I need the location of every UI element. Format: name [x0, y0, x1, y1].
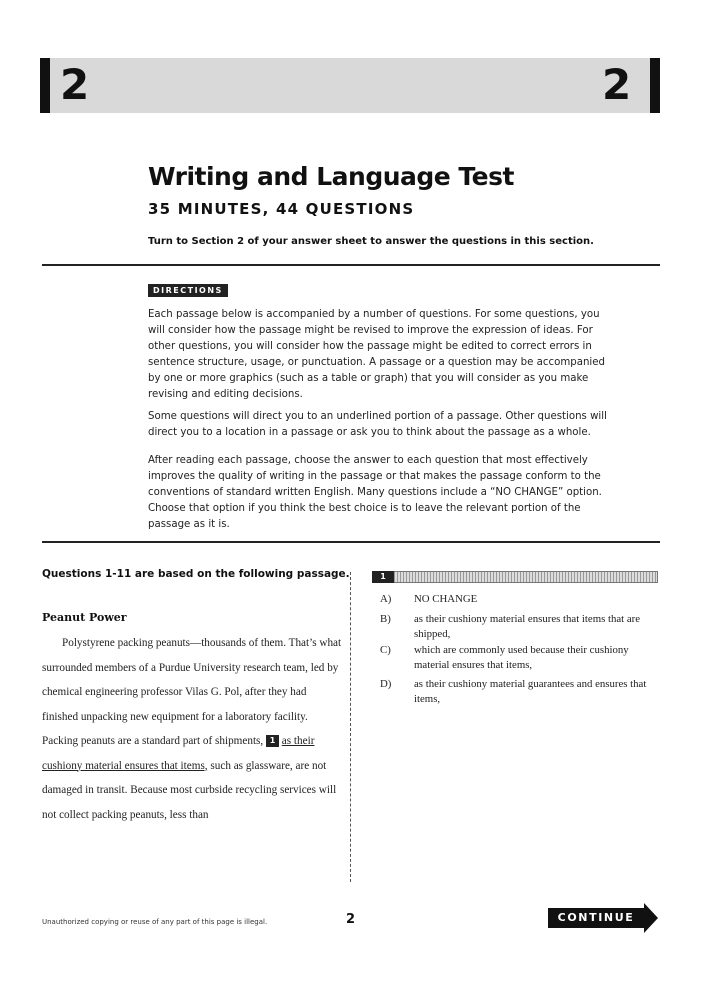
underlined-portion[interactable]: as their cushiony material ensures that items,: [42, 735, 315, 772]
header-bar-left: [40, 58, 50, 113]
question-marker[interactable]: 1: [266, 735, 279, 747]
header-bar-right: [650, 58, 660, 113]
directions-paragraph-1: Each passage below is accompanied by a number of questions. For some questions, you will consider how the passage might be revised to improve the expression of ideas. For other questions, you will consider how the passage might be edited to correct errors in sentence structure, usage, or punctuation. A passage or a question may be accompanied by one or more graphics (such as a table or graph) that you will consider as you make revising and editing decisions.: [148, 309, 605, 400]
answer-choice-c[interactable]: [380, 643, 662, 673]
divider-bottom: [42, 541, 660, 543]
answer-text: which are commonly used because their cushiony material ensures that items,: [414, 644, 629, 671]
directions-label: DIRECTIONS: [148, 284, 228, 297]
answer-letter: C): [380, 644, 391, 656]
divider-top: [42, 264, 660, 266]
answer-choice-a[interactable]: [380, 592, 662, 607]
answer-letter: D): [380, 678, 392, 690]
turn-to-instruction: Turn to Section 2 of your answer sheet to answer the questions in this section.: [148, 236, 594, 247]
answer-letter: A): [380, 593, 392, 605]
answer-text: as their cushiony material guarantees and ensures that items,: [414, 678, 647, 705]
questions-intro: Questions 1-11 are based on the following passage.: [42, 568, 350, 580]
answer-choice-b[interactable]: [380, 612, 662, 642]
column-divider: [350, 572, 351, 882]
section-header-band: [40, 58, 660, 113]
answer-letter: B): [380, 613, 391, 625]
passage-title: Peanut Power: [42, 611, 127, 624]
answer-choice-d[interactable]: [380, 677, 662, 707]
section-number-left: 2: [60, 60, 90, 109]
page-number: 2: [346, 912, 356, 927]
continue-button[interactable]: CONTINUE: [548, 908, 644, 928]
directions-paragraph-3: After reading each passage, choose the answer to each question that most effectively improves the quality of writing in the passage or that makes the passage conform to the conventions of standard written English. Many questions include a “NO CHANGE” option. Choose that option if you think the best choice is to leave the relevant portion of the passage as it is.: [148, 455, 602, 530]
continue-arrow-icon: [644, 903, 658, 933]
directions-paragraph-2: Some questions will direct you to an underlined portion of a passage. Other questions will direct you to a location in a passage or ask you to think about the passage as a whole.: [148, 411, 607, 438]
passage-body: [42, 631, 342, 827]
question-number: 1: [372, 571, 394, 583]
page-subtitle: 35 MINUTES, 44 QUESTIONS: [148, 200, 415, 218]
copyright-note: Unauthorized copying or reuse of any part of this page is illegal.: [42, 918, 268, 926]
passage-text-before: Polystyrene packing peanuts—thousands of them. That’s what surrounded members of a Purdue University research team, led by chemical engineering professor Vilas G. Pol, after they had finished unpacking new equipment for a laboratory facility. Packing peanuts are a standard part of shipments,: [42, 637, 342, 747]
answer-text: as their cushiony material ensures that items that are shipped,: [414, 613, 641, 640]
page-title: Writing and Language Test: [148, 162, 514, 191]
section-number-right: 2: [602, 60, 632, 109]
passage-text-after: such as glassware, are not damaged in transit. Because most curbside recycling services will not collect packing peanuts, less than: [42, 759, 337, 821]
answer-text: NO CHANGE: [414, 593, 478, 605]
question-bar: [372, 571, 658, 583]
